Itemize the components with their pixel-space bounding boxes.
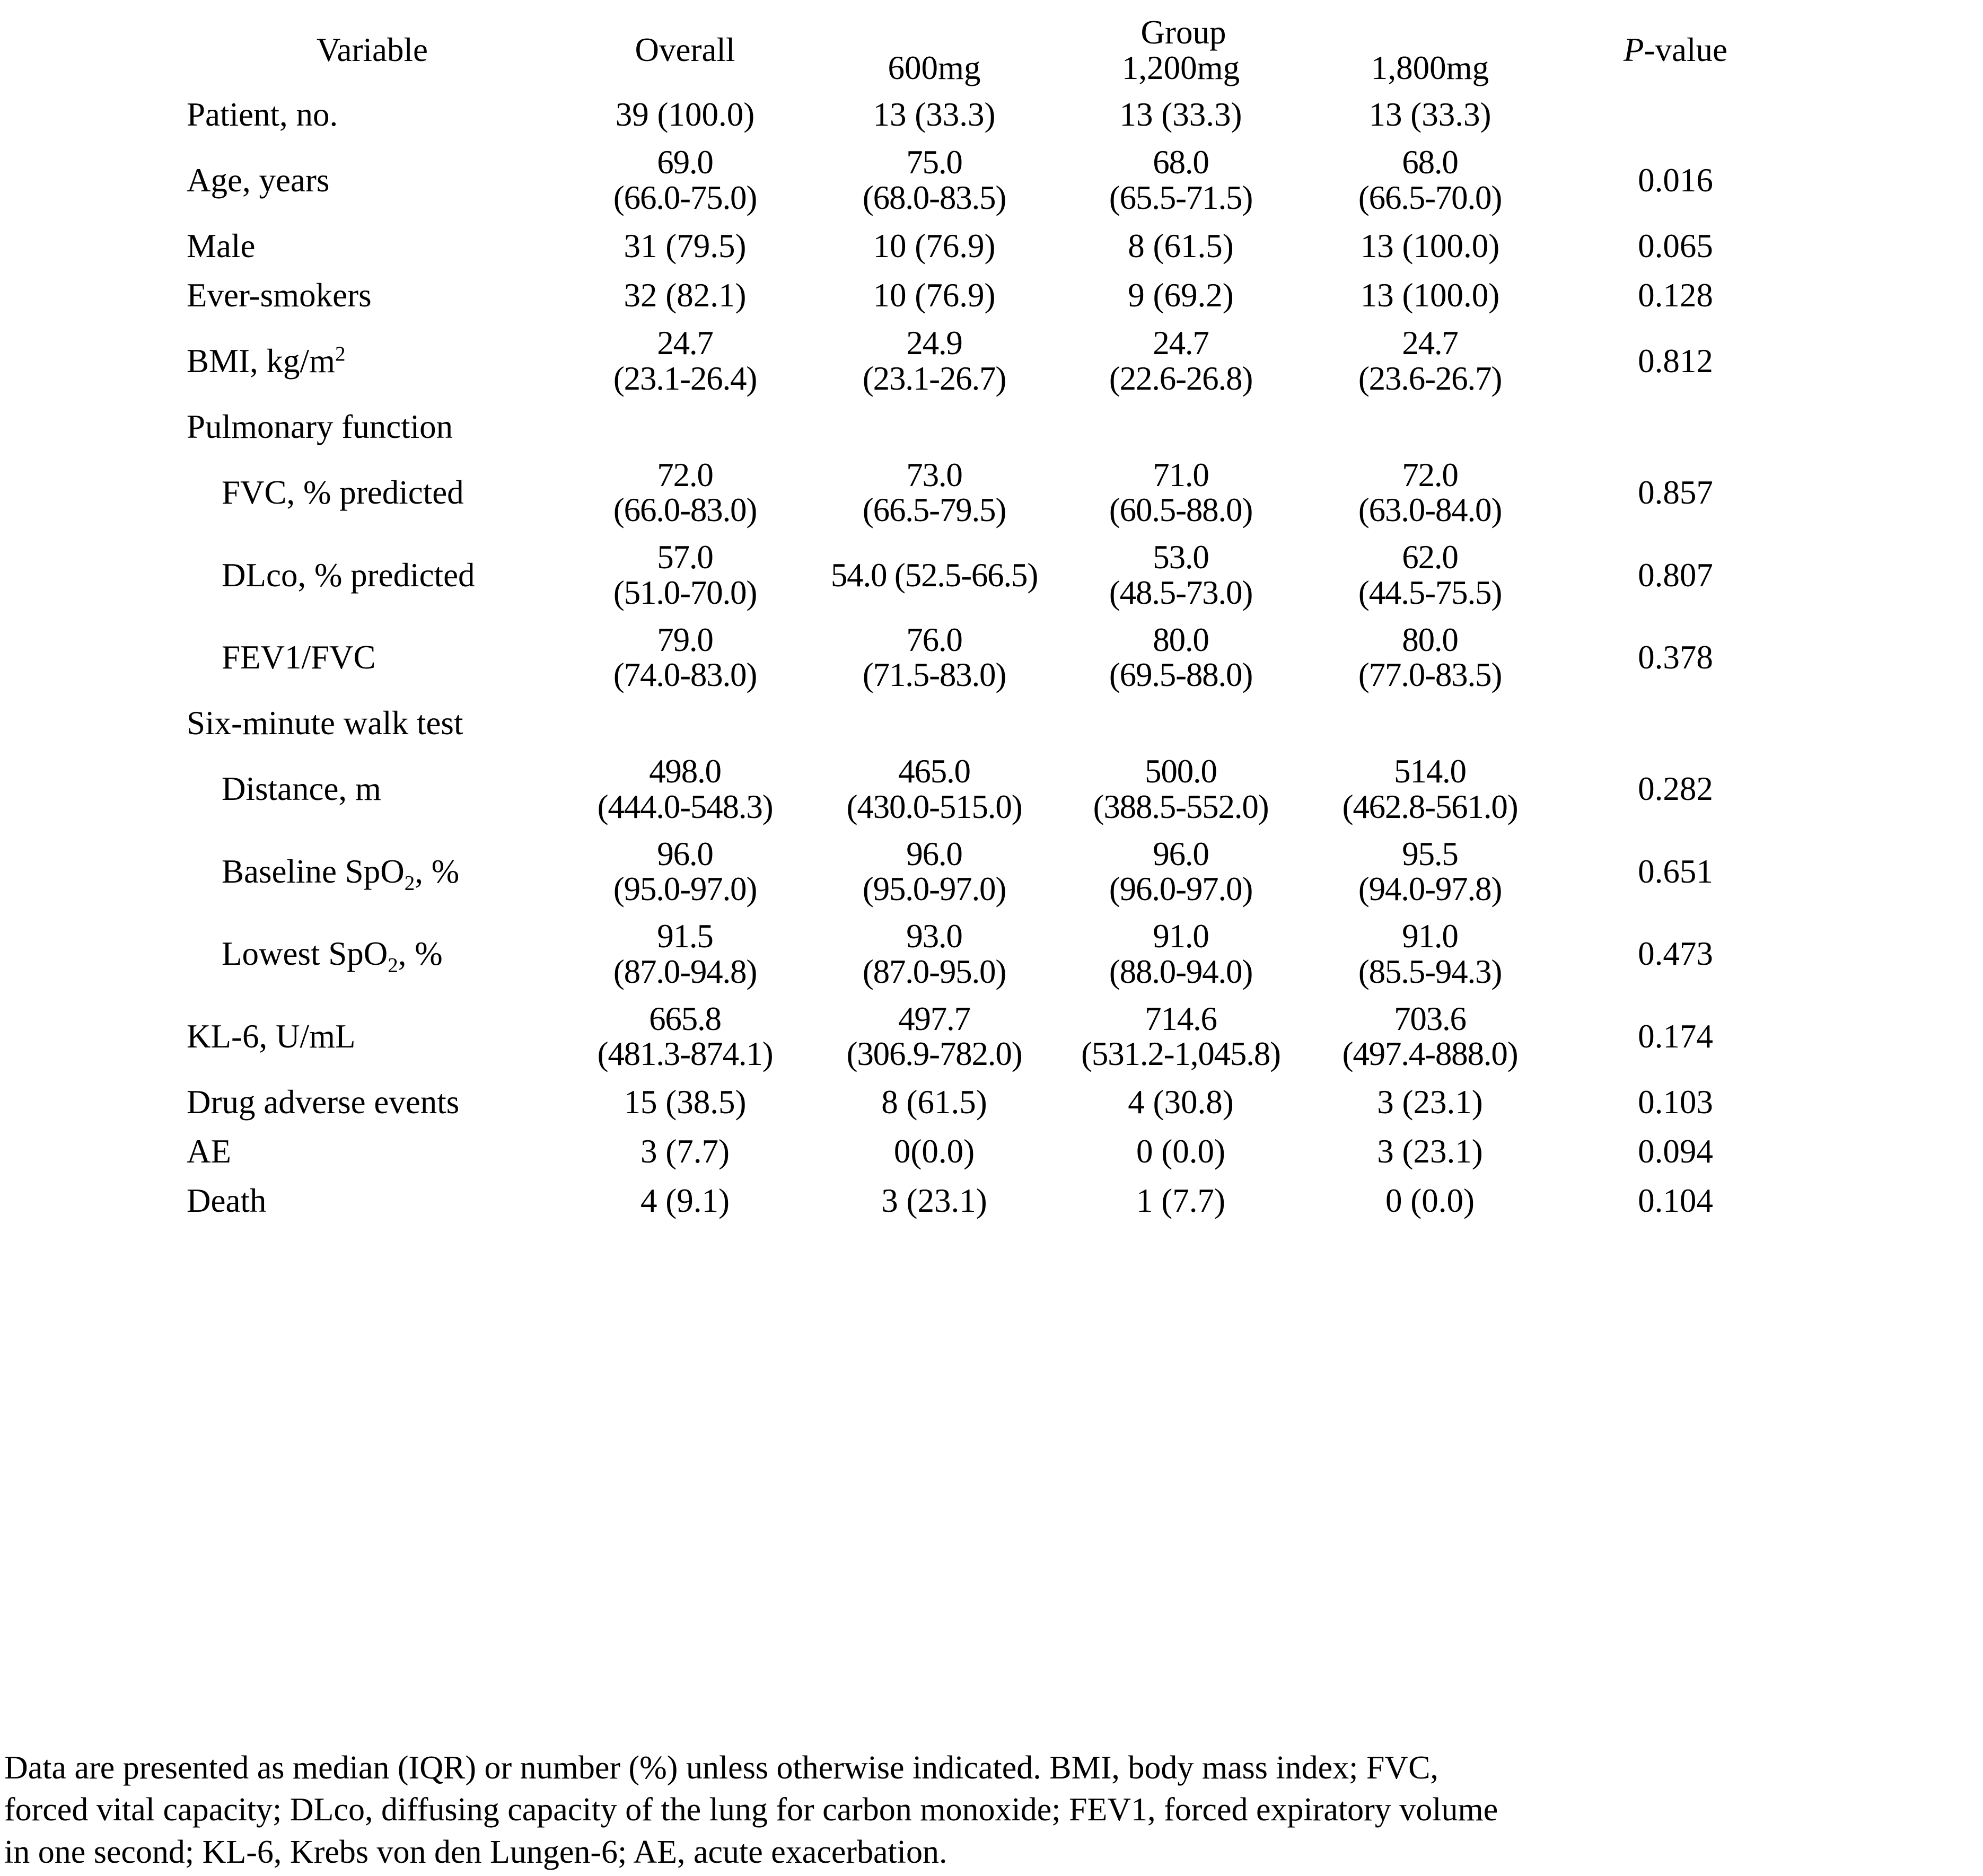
cell-p: 0.094 bbox=[1638, 1132, 1713, 1170]
cell-d600 bbox=[812, 831, 1056, 913]
cell-d1800: 0 (0.0) bbox=[1385, 1182, 1475, 1219]
cell-d1800 bbox=[1305, 748, 1555, 831]
cell-d1800-iqr: (66.5-70.0) bbox=[1358, 179, 1502, 217]
col-header-pvalue bbox=[1555, 15, 1796, 86]
cell-p: 0.473 bbox=[1638, 935, 1713, 973]
cell-d600: 10 (76.9) bbox=[873, 276, 996, 314]
cell-d600-iqr: (68.0-83.5) bbox=[862, 179, 1006, 217]
row-label: Male bbox=[187, 227, 256, 265]
cell-overall bbox=[558, 616, 812, 699]
cell-overall: 39 (100.0) bbox=[615, 95, 755, 133]
cell-overall-median: 72.0 bbox=[657, 456, 713, 494]
empty-cell bbox=[812, 699, 1056, 748]
table-footer bbox=[187, 1225, 1796, 1235]
baseline-characteristics-table bbox=[187, 5, 1796, 1235]
table-row bbox=[187, 222, 1796, 271]
cell-overall-median: 665.8 bbox=[649, 1000, 721, 1037]
cell-d1200: 1 (7.7) bbox=[1136, 1182, 1225, 1219]
cell-d1200 bbox=[1056, 913, 1305, 996]
cell-overall bbox=[558, 139, 812, 222]
cell-d600-iqr: (306.9-782.0) bbox=[846, 1035, 1022, 1073]
empty-cell bbox=[1555, 699, 1796, 748]
cell-overall bbox=[558, 913, 812, 996]
row-label: Lowest SpO$_2$, % bbox=[222, 935, 443, 977]
table-row bbox=[187, 1176, 1796, 1226]
table-row bbox=[187, 452, 1796, 534]
bottom-rule-row bbox=[187, 1225, 1796, 1235]
cell-overall-median: 24.7 bbox=[657, 324, 713, 362]
cell-d600-median: 76.0 bbox=[906, 621, 962, 658]
row-label: Distance, m bbox=[222, 770, 381, 808]
cell-d600: 0(0.0) bbox=[893, 1132, 975, 1170]
table-body bbox=[187, 90, 1796, 1226]
cell-overall-median: 79.0 bbox=[657, 621, 713, 658]
cell-p: 0.378 bbox=[1638, 639, 1713, 676]
cell-d1800-median: 80.0 bbox=[1402, 621, 1458, 658]
empty-cell bbox=[1555, 402, 1796, 452]
table-row bbox=[187, 139, 1796, 222]
table-row bbox=[187, 1078, 1796, 1127]
cell-d600-median: 73.0 bbox=[906, 456, 962, 494]
cell-p: 0.065 bbox=[1638, 227, 1713, 265]
cell-p: 0.174 bbox=[1638, 1017, 1713, 1055]
col-header-group: Group bbox=[1140, 14, 1226, 51]
cell-d1200-median: 68.0 bbox=[1153, 144, 1209, 181]
empty-cell bbox=[1056, 699, 1305, 748]
table-row bbox=[187, 90, 1796, 139]
cell-d1800: 3 (23.1) bbox=[1377, 1132, 1483, 1170]
row-label: Pulmonary function bbox=[187, 408, 453, 445]
row-label: Drug adverse events bbox=[187, 1084, 460, 1121]
cell-d600: 10 (76.9) bbox=[873, 227, 996, 265]
cell-d1800-median: 24.7 bbox=[1402, 324, 1458, 362]
cell-p: 0.812 bbox=[1638, 342, 1713, 380]
cell-d600-median: 465.0 bbox=[898, 753, 970, 790]
table-row bbox=[187, 616, 1796, 699]
cell-d1200-iqr: (60.5-88.0) bbox=[1109, 491, 1253, 529]
empty-cell bbox=[558, 402, 812, 452]
table-row bbox=[187, 748, 1796, 831]
cell-d600 bbox=[812, 320, 1056, 402]
cell-d600-median-iqr: 54.0 (52.5-66.5) bbox=[830, 556, 1038, 594]
cell-p: 0.282 bbox=[1638, 770, 1713, 808]
cell-d1800-iqr: (94.0-97.8) bbox=[1358, 870, 1502, 908]
cell-d1200-iqr: (88.0-94.0) bbox=[1109, 953, 1253, 990]
cell-d600-iqr: (71.5-83.0) bbox=[862, 656, 1006, 694]
cell-overall: 3 (7.7) bbox=[640, 1132, 730, 1170]
cell-p bbox=[1555, 90, 1796, 139]
cell-d1200: 9 (69.2) bbox=[1128, 276, 1234, 314]
cell-d1200-median: 24.7 bbox=[1153, 324, 1209, 362]
cell-d600-median: 75.0 bbox=[906, 144, 962, 181]
cell-d1800-iqr: (44.5-75.5) bbox=[1358, 574, 1502, 611]
cell-overall: 15 (38.5) bbox=[624, 1084, 747, 1121]
cell-overall bbox=[558, 320, 812, 402]
cell-d1200-iqr: (388.5-552.0) bbox=[1093, 788, 1269, 825]
cell-d1800-median: 91.0 bbox=[1402, 918, 1458, 955]
cell-d1200-median: 80.0 bbox=[1153, 621, 1209, 658]
cell-d1200-median: 500.0 bbox=[1145, 753, 1217, 790]
cell-overall-iqr: (23.1-26.4) bbox=[613, 360, 757, 398]
cell-overall-iqr: (481.3-874.1) bbox=[597, 1035, 773, 1073]
cell-d1200 bbox=[1056, 534, 1305, 616]
cell-d1200-iqr: (69.5-88.0) bbox=[1109, 656, 1253, 694]
cell-d1200 bbox=[1056, 831, 1305, 913]
header-rule-row bbox=[187, 86, 1796, 90]
pvalue-italic-p: P bbox=[1624, 31, 1644, 69]
cell-overall bbox=[558, 996, 812, 1078]
empty-cell bbox=[1305, 402, 1555, 452]
row-label: AE bbox=[187, 1132, 231, 1170]
col-header-variable: Variable bbox=[317, 31, 428, 69]
cell-d600-iqr: (95.0-97.0) bbox=[862, 870, 1006, 908]
cell-d1800 bbox=[1305, 913, 1555, 996]
cell-d1800-median: 95.5 bbox=[1402, 835, 1458, 873]
top-rule bbox=[187, 5, 1796, 15]
cell-overall-iqr: (87.0-94.8) bbox=[613, 953, 757, 990]
cell-overall-median: 69.0 bbox=[657, 144, 713, 181]
top-rule-row bbox=[187, 5, 1796, 15]
cell-d1200: 13 (33.3) bbox=[1119, 95, 1242, 133]
cell-d600 bbox=[812, 139, 1056, 222]
cell-p: 0.128 bbox=[1638, 276, 1713, 314]
empty-cell bbox=[812, 402, 1056, 452]
cell-d600-median: 497.7 bbox=[898, 1000, 970, 1037]
cell-d600-median: 93.0 bbox=[906, 918, 962, 955]
cell-d1800-median: 514.0 bbox=[1394, 753, 1466, 790]
cell-overall-median: 96.0 bbox=[657, 835, 713, 873]
footnote-line-3: in one second; KL-6, Krebs von den Lungen-6; AE, acute exacerbation. bbox=[4, 1834, 947, 1870]
cell-overall bbox=[558, 452, 812, 534]
cell-d1200-iqr: (96.0-97.0) bbox=[1109, 870, 1253, 908]
cell-d600 bbox=[812, 452, 1056, 534]
row-label: Ever-smokers bbox=[187, 276, 372, 314]
cell-d1200 bbox=[1056, 452, 1305, 534]
cell-d1800 bbox=[1305, 831, 1555, 913]
cell-overall: 4 (9.1) bbox=[640, 1182, 730, 1219]
cell-overall-median: 91.5 bbox=[657, 918, 713, 955]
cell-d1200-iqr: (531.2-1,045.8) bbox=[1081, 1035, 1280, 1073]
cell-d1800-iqr: (497.4-888.0) bbox=[1342, 1035, 1518, 1073]
cell-d600 bbox=[812, 913, 1056, 996]
cell-d1200: 0 (0.0) bbox=[1136, 1132, 1225, 1170]
cell-overall-median: 57.0 bbox=[657, 539, 713, 576]
table-row bbox=[187, 320, 1796, 402]
cell-d1200-iqr: (65.5-71.5) bbox=[1109, 179, 1253, 217]
cell-d1200-iqr: (22.6-26.8) bbox=[1109, 360, 1253, 398]
cell-d1800 bbox=[1305, 452, 1555, 534]
footnote-line-2: forced vital capacity; DLco, diffusing capacity of the lung for carbon monoxide; FEV1, forced expiratory volume bbox=[4, 1792, 1498, 1828]
cell-d600 bbox=[812, 748, 1056, 831]
cell-d600 bbox=[812, 534, 1056, 616]
row-label: KL-6, U/mL bbox=[187, 1017, 356, 1055]
cell-d600 bbox=[812, 616, 1056, 699]
cell-d1200 bbox=[1056, 320, 1305, 402]
cell-d1200-median: 91.0 bbox=[1153, 918, 1209, 955]
col-header-overall: Overall bbox=[635, 31, 735, 69]
cell-d1800: 13 (100.0) bbox=[1360, 227, 1500, 265]
cell-d1200: 8 (61.5) bbox=[1128, 227, 1234, 265]
cell-overall bbox=[558, 534, 812, 616]
cell-d600-iqr: (430.0-515.0) bbox=[846, 788, 1022, 825]
statistics-table-container bbox=[187, 5, 1796, 1235]
cell-d1800: 13 (100.0) bbox=[1360, 276, 1500, 314]
row-label: FVC, % predicted bbox=[222, 474, 464, 512]
cell-p: 0.857 bbox=[1638, 474, 1713, 512]
cell-d1800: 3 (23.1) bbox=[1377, 1084, 1483, 1121]
row-label: Death bbox=[187, 1182, 267, 1219]
row-label: Baseline SpO$_2$, % bbox=[222, 852, 460, 895]
footnote-line-1: Data are presented as median (IQR) or number (%) unless otherwise indicated. BMI, body mass index; FVC, bbox=[4, 1750, 1438, 1786]
header-row-1 bbox=[187, 15, 1796, 50]
empty-cell bbox=[558, 699, 812, 748]
table-row bbox=[187, 699, 1796, 748]
cell-d1800 bbox=[1305, 534, 1555, 616]
cell-d1200-median: 96.0 bbox=[1153, 835, 1209, 873]
cell-d1200-median: 714.6 bbox=[1145, 1000, 1217, 1037]
cell-d1200: 4 (30.8) bbox=[1128, 1084, 1234, 1121]
col-header-1200mg: 1,200mg bbox=[1121, 49, 1240, 86]
cell-d1800-median: 703.6 bbox=[1394, 1000, 1466, 1037]
cell-d1200-median: 53.0 bbox=[1153, 539, 1209, 576]
cell-overall: 32 (82.1) bbox=[624, 276, 747, 314]
cell-overall-iqr: (74.0-83.0) bbox=[613, 656, 757, 694]
cell-p: 0.104 bbox=[1638, 1182, 1713, 1219]
table-header bbox=[187, 5, 1796, 90]
pvalue-suffix: -value bbox=[1644, 31, 1727, 69]
table-row bbox=[187, 913, 1796, 996]
cell-d600-iqr: (87.0-95.0) bbox=[862, 953, 1006, 990]
cell-d1800-iqr: (63.0-84.0) bbox=[1358, 491, 1502, 529]
col-header-600mg: 600mg bbox=[888, 49, 981, 86]
empty-cell bbox=[1305, 699, 1555, 748]
cell-d1800 bbox=[1305, 616, 1555, 699]
cell-overall bbox=[558, 831, 812, 913]
cell-d1200-iqr: (48.5-73.0) bbox=[1109, 574, 1253, 611]
table-row bbox=[187, 1127, 1796, 1176]
row-label: Patient, no. bbox=[187, 95, 338, 133]
cell-d1200 bbox=[1056, 139, 1305, 222]
row-label: Six-minute walk test bbox=[187, 704, 463, 742]
cell-p: 0.016 bbox=[1638, 161, 1713, 199]
table-row bbox=[187, 534, 1796, 616]
cell-overall-iqr: (95.0-97.0) bbox=[613, 870, 757, 908]
cell-d1800 bbox=[1305, 996, 1555, 1078]
cell-d600: 8 (61.5) bbox=[881, 1084, 987, 1121]
cell-d600-median: 24.9 bbox=[906, 324, 962, 362]
cell-overall: 31 (79.5) bbox=[624, 227, 747, 265]
cell-d1800 bbox=[1305, 320, 1555, 402]
cell-d600-median: 96.0 bbox=[906, 835, 962, 873]
cell-d1800-median: 62.0 bbox=[1402, 539, 1458, 576]
cell-overall bbox=[558, 748, 812, 831]
col-header-1800mg: 1,800mg bbox=[1371, 49, 1489, 86]
row-label: Age, years bbox=[187, 161, 330, 199]
header-rule bbox=[187, 86, 1796, 90]
cell-d600: 3 (23.1) bbox=[881, 1182, 987, 1219]
cell-overall-iqr: (66.0-83.0) bbox=[613, 491, 757, 529]
cell-d600: 13 (33.3) bbox=[873, 95, 996, 133]
cell-d1800: 13 (33.3) bbox=[1368, 95, 1491, 133]
cell-d1200 bbox=[1056, 996, 1305, 1078]
cell-d600-iqr: (66.5-79.5) bbox=[862, 491, 1006, 529]
row-label: BMI, $kg/m^2$ bbox=[187, 342, 346, 380]
cell-d1800-median: 68.0 bbox=[1402, 144, 1458, 181]
cell-d1800-iqr: (23.6-26.7) bbox=[1358, 360, 1502, 398]
cell-d1800-iqr: (85.5-94.3) bbox=[1358, 953, 1502, 990]
row-label: FEV1/FVC bbox=[222, 639, 376, 676]
cell-d600 bbox=[812, 996, 1056, 1078]
table-row bbox=[187, 831, 1796, 913]
table-row bbox=[187, 402, 1796, 452]
cell-overall-iqr: (66.0-75.0) bbox=[613, 179, 757, 217]
table-row bbox=[187, 996, 1796, 1078]
cell-d1200 bbox=[1056, 616, 1305, 699]
cell-overall-median: 498.0 bbox=[649, 753, 721, 790]
cell-overall-iqr: (51.0-70.0) bbox=[613, 574, 757, 611]
cell-p: 0.103 bbox=[1638, 1084, 1713, 1121]
cell-d1200 bbox=[1056, 748, 1305, 831]
cell-overall-iqr: (444.0-548.3) bbox=[597, 788, 773, 825]
bottom-rule bbox=[187, 1225, 1796, 1235]
cell-d600-iqr: (23.1-26.7) bbox=[862, 360, 1006, 398]
table-row bbox=[187, 271, 1796, 320]
cell-p: 0.807 bbox=[1638, 556, 1713, 594]
cell-d1800-median: 72.0 bbox=[1402, 456, 1458, 494]
cell-d1200-median: 71.0 bbox=[1153, 456, 1209, 494]
table-footnote bbox=[4, 1747, 1979, 1873]
cell-p: 0.651 bbox=[1638, 852, 1713, 890]
empty-cell bbox=[1056, 402, 1305, 452]
cell-d1800-iqr: (462.8-561.0) bbox=[1342, 788, 1518, 825]
row-label: DLco, % predicted bbox=[222, 556, 475, 594]
cell-d1800 bbox=[1305, 139, 1555, 222]
cell-d1800-iqr: (77.0-83.5) bbox=[1358, 656, 1502, 694]
